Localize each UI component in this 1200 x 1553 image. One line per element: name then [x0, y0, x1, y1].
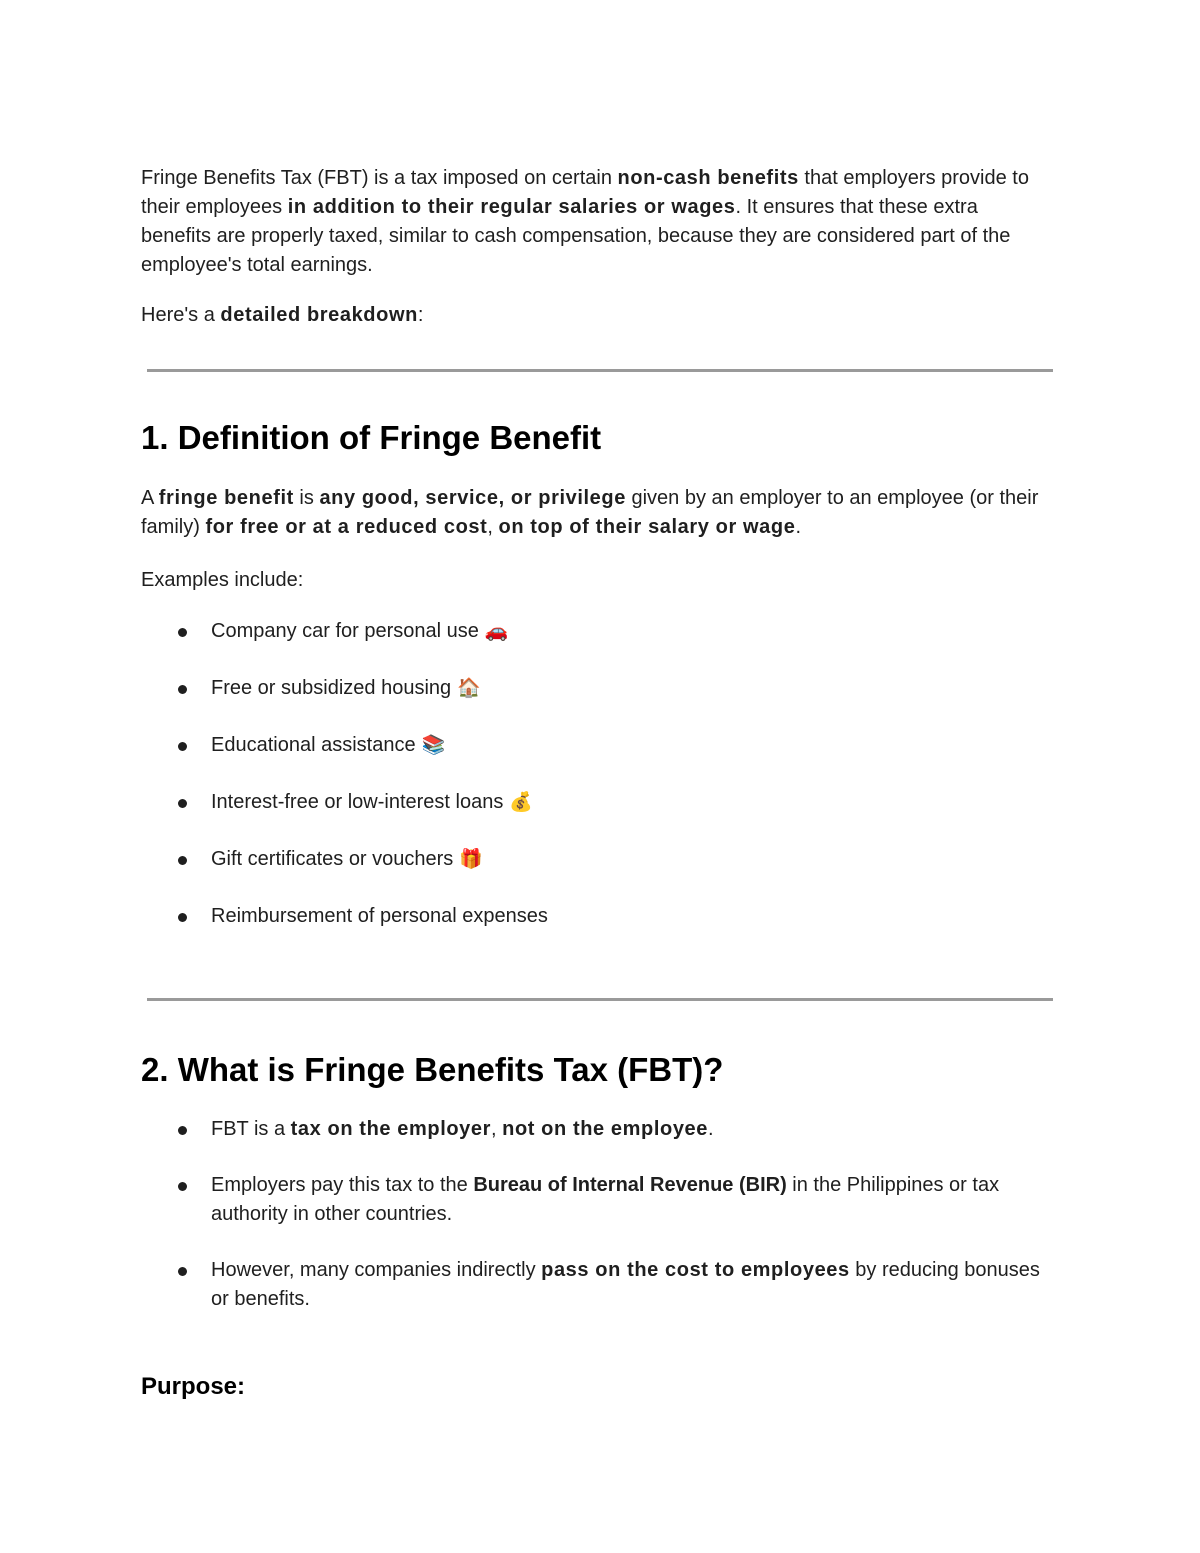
item-text: However, many companies indirectly: [211, 1259, 542, 1281]
definition-text: .: [795, 516, 801, 538]
intro-text: that employers provide to their employees: [141, 167, 1029, 218]
item-bold-bir: Bureau of Internal Revenue (BIR): [473, 1174, 787, 1196]
list-item-text: Free or subsidized housing: [211, 677, 452, 699]
list-item: [141, 788, 1041, 817]
list-item-text: Interest-free or low-interest loans: [211, 791, 504, 813]
bullet-icon: [178, 685, 187, 694]
breakdown-paragraph: [141, 301, 1051, 330]
definition-text: given by an employer to an employee (or their family): [141, 487, 1039, 538]
fbt-bullet-list: [141, 1115, 1041, 1314]
horizontal-divider: [147, 998, 1053, 1001]
gift-icon: 🎁: [459, 848, 483, 870]
intro-bold-salaries: in addition to their regular salaries or wages: [287, 196, 736, 218]
definition-bold-term: fringe benefit: [158, 487, 294, 509]
bullet-icon: [178, 1182, 187, 1191]
section-1-heading: 1. Definition of Fringe Benefit: [141, 419, 602, 456]
books-icon: 📚: [421, 734, 446, 756]
breakdown-bold: detailed breakdown: [220, 304, 418, 326]
list-item: [141, 1171, 1041, 1229]
item-text: ,: [491, 1118, 503, 1140]
list-item: [141, 1115, 1041, 1144]
item-text: FBT is a: [211, 1118, 291, 1140]
list-item-text: Gift certificates or vouchers: [211, 848, 454, 870]
intro-bold-non-cash: non-cash benefits: [617, 167, 799, 189]
breakdown-colon: :: [417, 304, 424, 326]
purpose-heading: Purpose:: [141, 1373, 246, 1400]
bullet-icon: [178, 742, 187, 751]
item-bold-employee: not on the employee: [502, 1118, 708, 1140]
item-text: in the Philippines or tax authority in other countries.: [211, 1174, 1000, 1225]
item-text: by reducing bonuses or benefits.: [211, 1259, 1040, 1310]
bullet-icon: [178, 913, 187, 922]
item-text: Employers pay this tax to the: [211, 1174, 474, 1196]
examples-label: Examples include:: [141, 569, 304, 591]
list-item-text: Reimbursement of personal expenses: [211, 905, 548, 927]
car-icon: 🚗: [484, 620, 509, 642]
item-bold-employer: tax on the employer: [290, 1118, 491, 1140]
list-item: [141, 731, 1041, 760]
intro-text: . It ensures that these extra benefits are properly taxed, similar to cash compensation, because they are considered part of the employee's total earnings.: [141, 196, 1011, 276]
definition-text: is: [293, 487, 320, 509]
section-2-heading: 2. What is Fringe Benefits Tax (FBT)?: [141, 1051, 724, 1088]
bullet-icon: [178, 628, 187, 637]
list-item-text: Educational assistance: [211, 734, 416, 756]
examples-list: [141, 617, 1041, 931]
horizontal-divider: [147, 369, 1053, 372]
list-item: [141, 845, 1041, 874]
definition-paragraph: [141, 484, 1051, 542]
house-icon: 🏠: [457, 677, 481, 699]
money-bag-icon: 💰: [509, 791, 534, 813]
item-bold-pass-on: pass on the cost to employees: [541, 1259, 850, 1281]
list-item: [141, 674, 1041, 703]
definition-text: A: [141, 487, 159, 509]
breakdown-text: Here's a: [141, 304, 221, 326]
list-item: [141, 617, 1041, 646]
list-item: [141, 1256, 1041, 1314]
item-text: .: [708, 1118, 714, 1140]
bullet-icon: [178, 1126, 187, 1135]
bullet-icon: [178, 856, 187, 865]
definition-bold-top: on top of their salary or wage: [498, 516, 796, 538]
definition-bold-good: any good, service, or privilege: [319, 487, 626, 509]
intro-paragraph: [141, 164, 1051, 280]
list-item: [141, 902, 1041, 931]
definition-bold-free: for free or at a reduced cost: [205, 516, 488, 538]
definition-text: ,: [487, 516, 499, 538]
bullet-icon: [178, 799, 187, 808]
list-item-text: Company car for personal use: [211, 620, 479, 642]
intro-text: Fringe Benefits Tax (FBT) is a tax imposed on certain: [141, 167, 618, 189]
bullet-icon: [178, 1267, 187, 1276]
